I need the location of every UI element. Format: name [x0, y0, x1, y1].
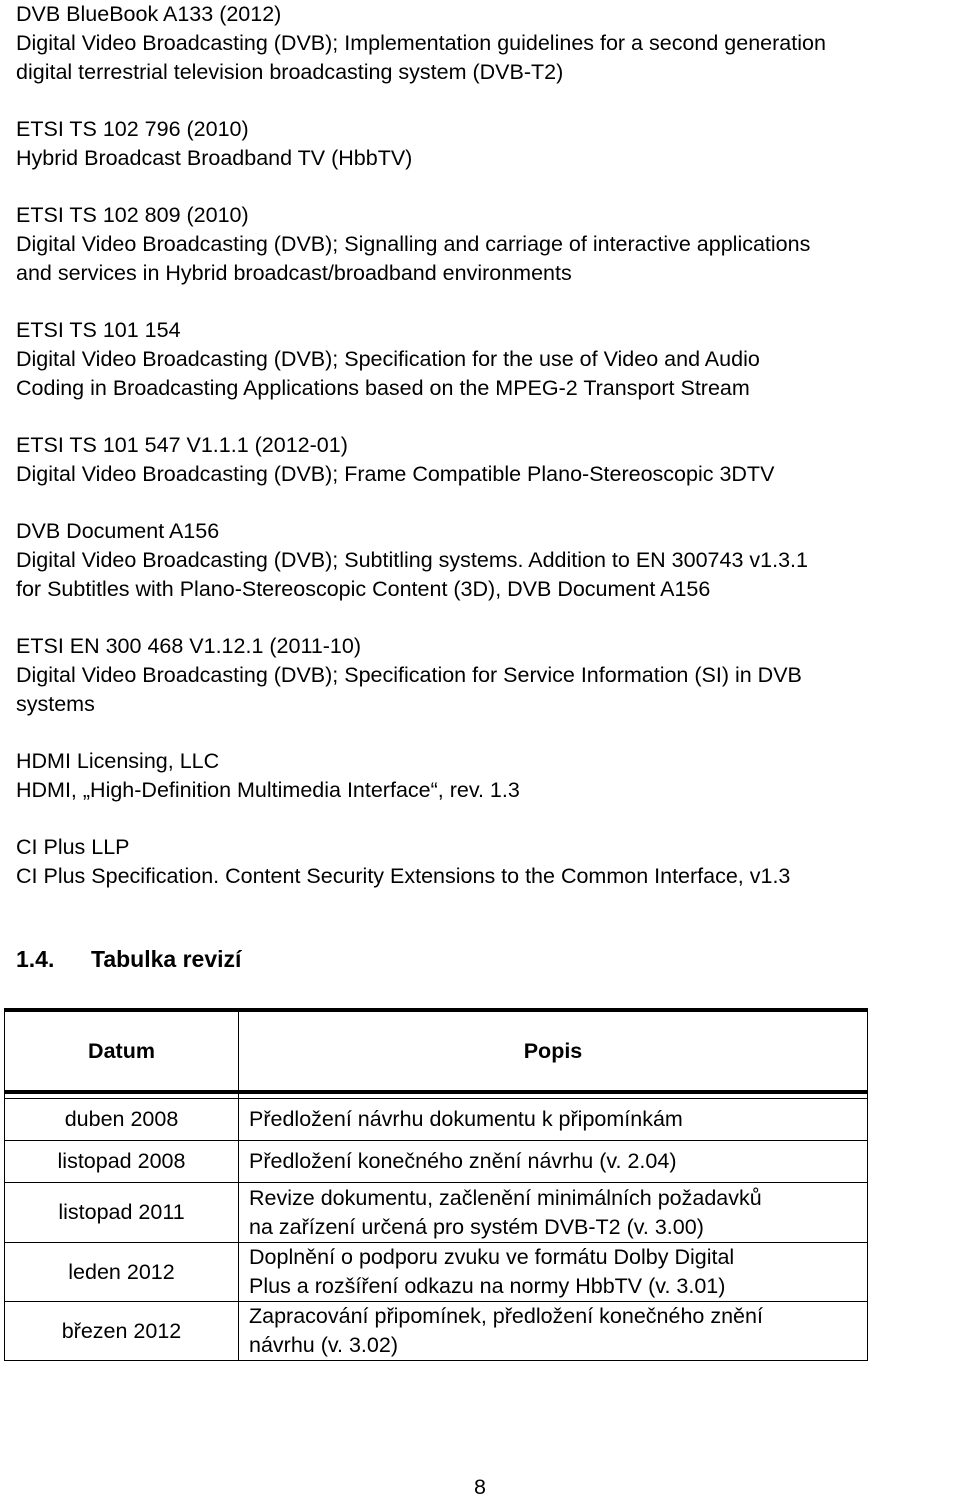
- revision-date: listopad 2011: [5, 1183, 239, 1243]
- revision-description: [239, 1141, 868, 1183]
- description-line: na zařízení určená pro systém DVB-T2 (v. 3.00): [249, 1214, 704, 1239]
- section-title: Tabulka revizí: [91, 946, 242, 972]
- reference-line: for Subtitles with Plano-Stereoscopic Content (3D), DVB Document A156: [16, 577, 711, 601]
- description-line: Doplnění o podporu zvuku ve formátu Dolby Digital: [249, 1245, 735, 1269]
- reference-line: CI Plus LLP: [16, 835, 130, 859]
- header-description: Popis: [239, 1010, 868, 1092]
- reference-etsi-en-300-468: [16, 632, 960, 719]
- reference-dvb-document-a156: [16, 517, 960, 604]
- reference-etsi-ts-102-809: [16, 201, 960, 288]
- revision-date: listopad 2008: [5, 1141, 239, 1183]
- reference-line: HDMI, „High-Definition Multimedia Interface“, rev. 1.3: [16, 778, 520, 802]
- reference-line: and services in Hybrid broadcast/broadband environments: [16, 261, 572, 285]
- reference-line: ETSI TS 102 809 (2010): [16, 203, 249, 227]
- reference-line: Coding in Broadcasting Applications based on the MPEG-2 Transport Stream: [16, 376, 750, 400]
- revision-date: březen 2012: [5, 1302, 239, 1361]
- reference-ci-plus: [16, 833, 960, 891]
- reference-line: ETSI TS 102 796 (2010): [16, 117, 249, 141]
- description-line: Revize dokumentu, začlenění minimálních požadavků: [249, 1185, 762, 1210]
- table-header-row: [5, 1010, 868, 1092]
- section-number: 1.4.: [16, 946, 55, 972]
- references-list: [16, 0, 960, 919]
- revision-description: [239, 1243, 868, 1302]
- description-line: Předložení návrhu dokumentu k připomínkám: [249, 1107, 683, 1131]
- reference-line: DVB BlueBook A133 (2012): [16, 2, 282, 26]
- revision-date: duben 2008: [5, 1099, 239, 1141]
- reference-line: Digital Video Broadcasting (DVB); Implementation guidelines for a second generation: [16, 31, 826, 55]
- description-line: návrhu (v. 3.02): [249, 1333, 398, 1357]
- reference-etsi-ts-101-547: [16, 431, 960, 489]
- revision-description: [239, 1302, 868, 1361]
- page-number: 8: [474, 1475, 486, 1499]
- reference-line: Digital Video Broadcasting (DVB); Subtitling systems. Addition to EN 300743 v1.3.1: [16, 548, 808, 572]
- reference-line: Digital Video Broadcasting (DVB); Signalling and carriage of interactive applications: [16, 232, 811, 256]
- table-row: [5, 1243, 868, 1302]
- revision-description: [239, 1099, 868, 1141]
- table-row: [5, 1302, 868, 1361]
- reference-line: systems: [16, 692, 95, 716]
- reference-line: ETSI TS 101 547 V1.1.1 (2012-01): [16, 433, 348, 457]
- table-row: [5, 1183, 868, 1243]
- reference-line: Hybrid Broadcast Broadband TV (HbbTV): [16, 146, 413, 170]
- reference-line: Digital Video Broadcasting (DVB); Frame Compatible Plano-Stereoscopic 3DTV: [16, 462, 775, 486]
- reference-line: Digital Video Broadcasting (DVB); Specification for Service Information (SI) in DVB: [16, 663, 802, 687]
- revision-description: [239, 1183, 868, 1243]
- description-line: Zapracování připomínek, předložení konečného znění: [249, 1304, 763, 1328]
- reference-etsi-ts-101-154: [16, 316, 960, 403]
- reference-line: HDMI Licensing, LLC: [16, 749, 220, 773]
- reference-dvb-bluebook-a133: [16, 0, 960, 87]
- table-row: [5, 1141, 868, 1183]
- reference-hdmi: [16, 747, 960, 805]
- reference-etsi-ts-102-796: [16, 115, 960, 173]
- table-row: [5, 1099, 868, 1141]
- reference-line: CI Plus Specification. Content Security Extensions to the Common Interface, v1.3: [16, 864, 791, 888]
- reference-line: DVB Document A156: [16, 519, 220, 543]
- section-heading: [16, 944, 241, 974]
- reference-line: Digital Video Broadcasting (DVB); Specification for the use of Video and Audio: [16, 347, 760, 371]
- revision-table: [4, 1008, 868, 1361]
- reference-line: ETSI EN 300 468 V1.12.1 (2011-10): [16, 634, 362, 658]
- header-date: Datum: [5, 1010, 239, 1092]
- description-line: Předložení konečného znění návrhu (v. 2.04): [249, 1149, 677, 1173]
- reference-line: ETSI TS 101 154: [16, 318, 181, 342]
- revision-date: leden 2012: [5, 1243, 239, 1302]
- description-line: Plus a rozšíření odkazu na normy HbbTV (v. 3.01): [249, 1274, 726, 1298]
- reference-line: digital terrestrial television broadcasting system (DVB-T2): [16, 60, 564, 84]
